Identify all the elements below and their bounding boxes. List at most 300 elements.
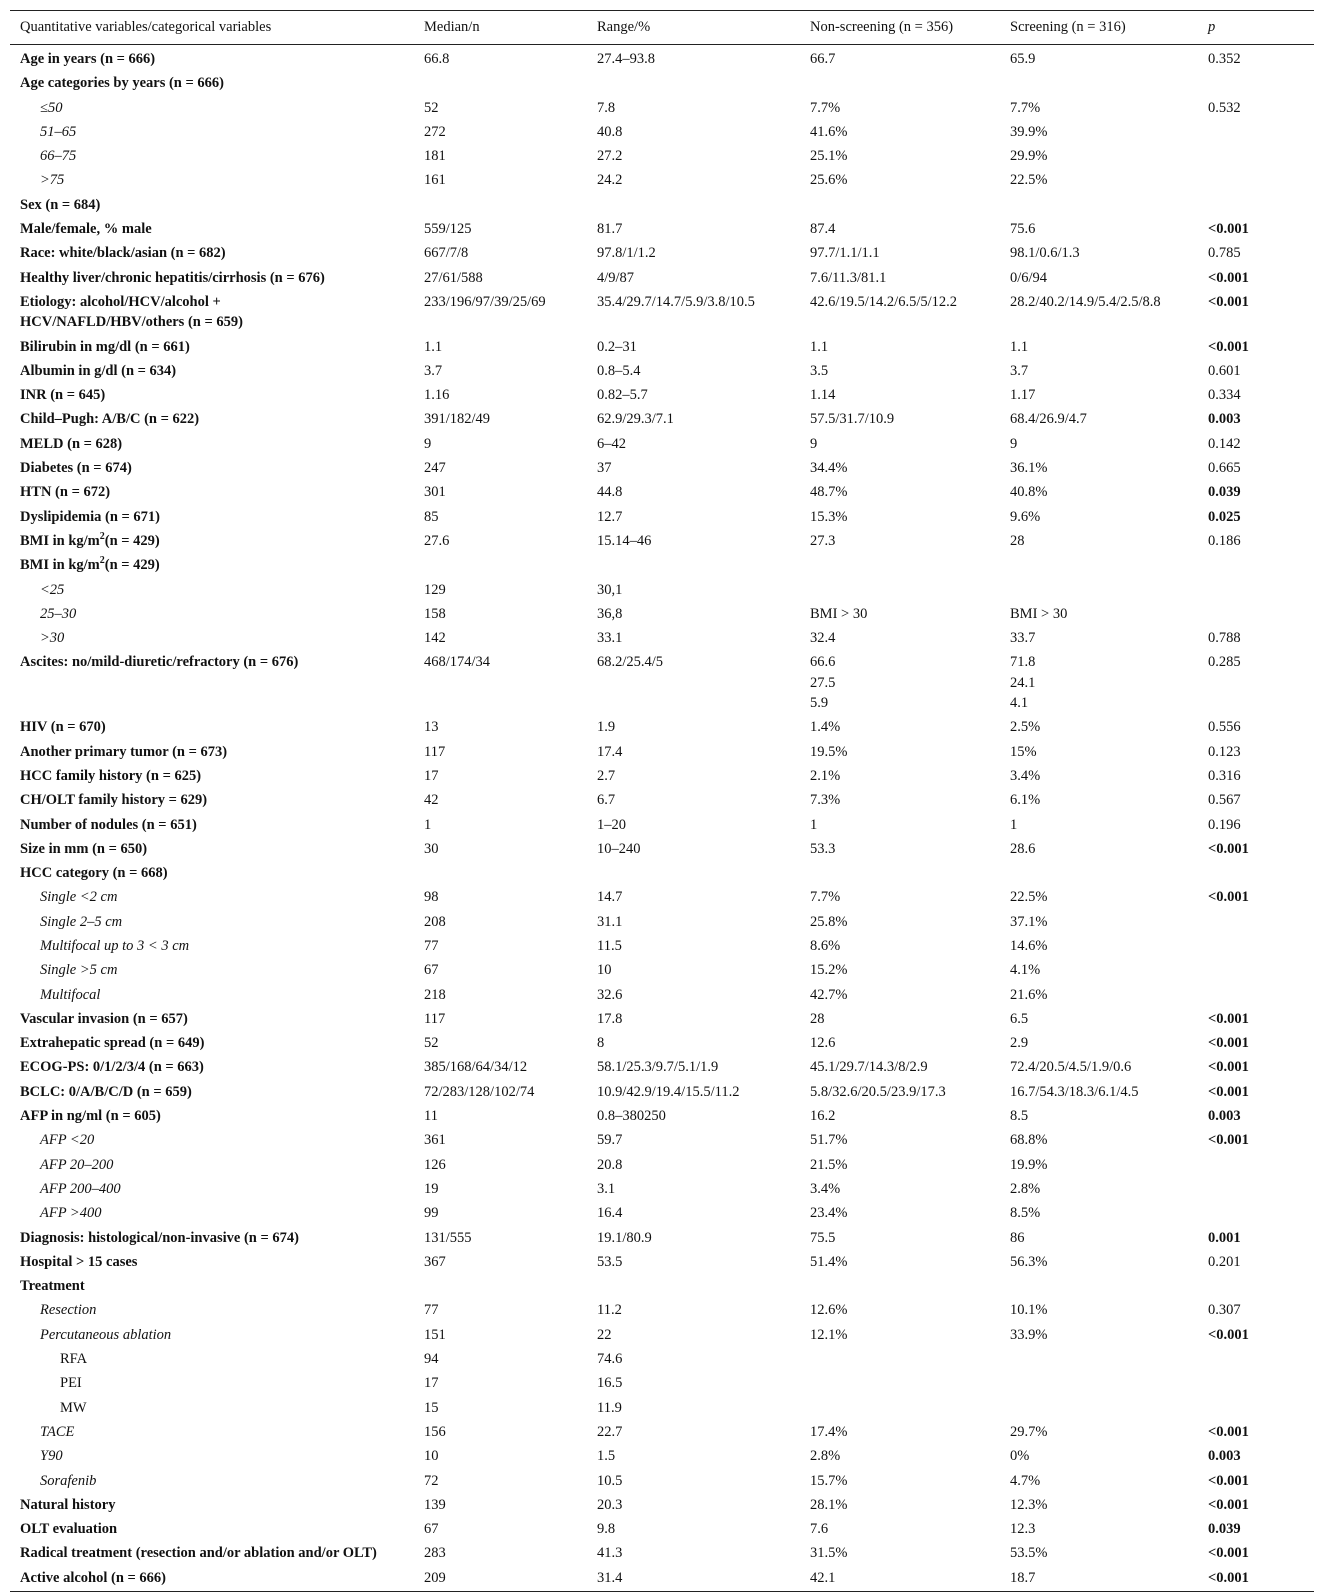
non-screening-cell: 34.4% bbox=[810, 460, 848, 477]
non-screening-cell: 41.6% bbox=[810, 123, 848, 140]
table-row bbox=[10, 1566, 1314, 1592]
non-screening-cell: 25.8% bbox=[810, 913, 848, 930]
screening-cell: 68.4/26.9/4.7 bbox=[1010, 411, 1087, 428]
screening-cell: 14.6% bbox=[1010, 937, 1048, 954]
median-cell: 15 bbox=[424, 1399, 439, 1416]
screening-cell: 7.7% bbox=[1010, 99, 1041, 116]
non-screening-cell: 12.6 bbox=[810, 1035, 836, 1052]
median-cell: 17 bbox=[424, 767, 439, 784]
header-row bbox=[10, 11, 1314, 45]
range-cell: 4/9/87 bbox=[597, 269, 635, 286]
table-row bbox=[10, 764, 1314, 788]
table-row bbox=[10, 432, 1314, 456]
screening-cell: 68.8% bbox=[1010, 1132, 1048, 1149]
non-screening-cell: 87.4 bbox=[810, 221, 836, 238]
range-cell: 1.5 bbox=[597, 1448, 616, 1465]
median-cell: 30 bbox=[424, 840, 439, 857]
median-cell: 9 bbox=[424, 435, 432, 452]
non-screening-cell: 25.6% bbox=[810, 172, 848, 189]
p-value-cell: <0.001 bbox=[1208, 1010, 1249, 1027]
median-cell: 67 bbox=[424, 962, 439, 979]
variable-label: 25–30 bbox=[40, 605, 77, 622]
non-screening-cell: 51.7% bbox=[810, 1132, 848, 1149]
screening-cell bbox=[1000, 1347, 1198, 1371]
range-cell: 27.2 bbox=[597, 148, 623, 165]
median-cell: 247 bbox=[424, 460, 446, 477]
range-cell: 68.2/25.4/5 bbox=[597, 654, 664, 671]
table-row bbox=[10, 505, 1314, 529]
screening-cell: 71.8 24.1 4.1 bbox=[1010, 654, 1036, 712]
range-cell: 27.4–93.8 bbox=[597, 51, 655, 67]
non-screening-cell: 28.1% bbox=[810, 1496, 848, 1513]
non-screening-cell: 42.6/19.5/14.2/6.5/5/12.2 bbox=[810, 293, 958, 310]
range-cell: 14.7 bbox=[597, 889, 623, 906]
variable-label: >30 bbox=[40, 630, 65, 647]
table-row bbox=[10, 885, 1314, 909]
table-row bbox=[10, 958, 1314, 982]
table-header bbox=[10, 11, 1314, 45]
range-cell: 11.5 bbox=[597, 937, 622, 954]
variable-label: Resection bbox=[40, 1302, 97, 1319]
non-screening-cell: 21.5% bbox=[810, 1156, 848, 1173]
variable-label: RFA bbox=[60, 1351, 88, 1368]
screening-cell: 3.4% bbox=[1010, 767, 1041, 784]
p-value-cell: 0.142 bbox=[1208, 435, 1241, 452]
table-row bbox=[10, 837, 1314, 861]
p-value-cell bbox=[1198, 958, 1314, 982]
range-cell: 40.8 bbox=[597, 123, 623, 140]
screening-cell: 9 bbox=[1010, 435, 1018, 452]
range-cell: 74.6 bbox=[597, 1351, 623, 1368]
p-value-cell: <0.001 bbox=[1208, 1083, 1249, 1100]
non-screening-cell: 31.5% bbox=[810, 1545, 848, 1562]
range-cell: 33.1 bbox=[597, 630, 623, 647]
variable-label: Another primary tumor (n = 673) bbox=[20, 743, 228, 760]
variable-label: ECOG-PS: 0/1/2/3/4 (n = 663) bbox=[20, 1059, 204, 1076]
range-cell: 1.9 bbox=[597, 719, 616, 736]
range-cell: 8 bbox=[597, 1035, 605, 1052]
screening-cell: 28.2/40.2/14.9/5.4/2.5/8.8 bbox=[1010, 293, 1161, 310]
table-row bbox=[10, 96, 1314, 120]
p-value-cell bbox=[1198, 1153, 1314, 1177]
p-value-cell bbox=[1198, 1396, 1314, 1420]
range-cell: 62.9/29.3/7.1 bbox=[597, 411, 674, 428]
non-screening-cell bbox=[800, 1396, 1000, 1420]
screening-cell: 0% bbox=[1010, 1448, 1030, 1465]
screening-cell bbox=[1000, 193, 1198, 217]
range-cell: 35.4/29.7/14.7/5.9/3.8/10.5 bbox=[597, 293, 755, 310]
table-row bbox=[10, 910, 1314, 934]
non-screening-cell: 7.6 bbox=[810, 1521, 829, 1538]
p-value-cell: 0.039 bbox=[1208, 1521, 1241, 1538]
table-row bbox=[10, 626, 1314, 650]
variable-label: MELD (n = 628) bbox=[20, 435, 123, 452]
p-value-cell bbox=[1198, 168, 1314, 192]
median-cell: 19 bbox=[424, 1180, 439, 1197]
data-table bbox=[10, 10, 1314, 1592]
median-cell: 131/555 bbox=[424, 1229, 472, 1246]
screening-cell bbox=[1000, 1371, 1198, 1395]
range-cell: 81.7 bbox=[597, 221, 623, 238]
non-screening-cell bbox=[800, 193, 1000, 217]
median-cell: 99 bbox=[424, 1205, 439, 1222]
non-screening-cell: 2.1% bbox=[810, 767, 841, 784]
p-value-cell bbox=[1198, 1371, 1314, 1395]
non-screening-cell: 12.6% bbox=[810, 1302, 848, 1319]
range-cell: 15.14–46 bbox=[597, 532, 652, 549]
variable-label: Size in mm (n = 650) bbox=[20, 840, 148, 857]
p-value-cell: 0.285 bbox=[1208, 654, 1241, 671]
variable-label: HTN (n = 672) bbox=[20, 484, 111, 501]
header-screening: Screening (n = 316) bbox=[1000, 11, 1198, 45]
non-screening-cell: 5.8/32.6/20.5/23.9/17.3 bbox=[810, 1083, 946, 1100]
variable-label: Sex (n = 684) bbox=[20, 196, 101, 213]
non-screening-cell: 12.1% bbox=[810, 1326, 848, 1343]
median-cell: 667/7/8 bbox=[424, 245, 469, 262]
non-screening-cell: 7.3% bbox=[810, 792, 841, 809]
median-cell: 272 bbox=[424, 123, 446, 140]
non-screening-cell: 25.1% bbox=[810, 148, 848, 165]
median-cell: 208 bbox=[424, 913, 446, 930]
screening-cell: 33.7 bbox=[1010, 630, 1036, 647]
variable-label: HCC family history (n = 625) bbox=[20, 767, 202, 784]
median-cell: 77 bbox=[424, 1302, 439, 1319]
range-cell: 41.3 bbox=[597, 1545, 623, 1562]
variable-label: BCLC: 0/A/B/C/D (n = 659) bbox=[20, 1083, 192, 1100]
p-value-cell: 0.567 bbox=[1208, 792, 1241, 809]
p-value-cell bbox=[1198, 1347, 1314, 1371]
median-cell: 301 bbox=[424, 484, 446, 501]
median-cell: 391/182/49 bbox=[424, 411, 491, 428]
table-row bbox=[10, 45, 1314, 72]
range-cell: 0.8–5.4 bbox=[597, 362, 641, 379]
non-screening-cell: 2.8% bbox=[810, 1448, 841, 1465]
non-screening-cell: 42.1 bbox=[800, 1566, 1000, 1592]
range-cell: 31.4 bbox=[587, 1566, 800, 1592]
table-row bbox=[10, 193, 1314, 217]
table-row bbox=[10, 1444, 1314, 1468]
p-value-cell: 0.001 bbox=[1208, 1229, 1241, 1246]
variable-label: Multifocal bbox=[40, 986, 101, 1003]
variable-label: Male/female, % male bbox=[20, 221, 152, 238]
screening-cell: 8.5 bbox=[1010, 1108, 1029, 1125]
median-cell: 42 bbox=[424, 792, 439, 809]
table-row bbox=[10, 335, 1314, 359]
non-screening-cell: 15.7% bbox=[810, 1472, 848, 1489]
table-row bbox=[10, 1153, 1314, 1177]
median-cell: 77 bbox=[424, 937, 439, 954]
screening-cell: 1.17 bbox=[1010, 387, 1036, 404]
table-row bbox=[10, 1055, 1314, 1079]
variable-label: 66–75 bbox=[40, 148, 77, 165]
variable-label: Single >5 cm bbox=[40, 962, 118, 979]
variable-label: Single <2 cm bbox=[40, 889, 118, 906]
median-cell: 67 bbox=[424, 1521, 439, 1538]
table-row bbox=[10, 650, 1314, 715]
superscript: 2 bbox=[99, 531, 105, 543]
table-row bbox=[10, 1541, 1314, 1565]
range-cell: 22.7 bbox=[597, 1423, 623, 1440]
screening-cell: 72.4/20.5/4.5/1.9/0.6 bbox=[1010, 1059, 1132, 1076]
variable-label: Extrahepatic spread (n = 649) bbox=[20, 1035, 205, 1052]
screening-cell: 33.9% bbox=[1010, 1326, 1048, 1343]
variable-label: Radical treatment (resection and/or ablation and/or OLT) bbox=[20, 1545, 377, 1562]
table-row bbox=[10, 740, 1314, 764]
table-row bbox=[10, 120, 1314, 144]
median-cell bbox=[414, 71, 587, 95]
table-row bbox=[10, 217, 1314, 241]
table-row bbox=[10, 1396, 1314, 1420]
screening-cell bbox=[1000, 578, 1198, 602]
non-screening-cell: 1.1 bbox=[810, 338, 829, 355]
p-value-cell: <0.001 bbox=[1208, 840, 1249, 857]
p-value-cell bbox=[1198, 553, 1314, 577]
range-cell bbox=[587, 71, 800, 95]
median-cell: 11 bbox=[424, 1108, 438, 1125]
table-body bbox=[10, 45, 1314, 1592]
screening-cell: 4.1% bbox=[1010, 962, 1041, 979]
median-cell: 161 bbox=[424, 172, 446, 189]
variable-label: Natural history bbox=[20, 1496, 116, 1513]
screening-cell: 9.6% bbox=[1010, 508, 1041, 525]
range-cell: 7.8 bbox=[597, 99, 616, 116]
median-cell: 27/61/588 bbox=[424, 269, 483, 286]
non-screening-cell: 75.5 bbox=[810, 1229, 836, 1246]
variable-label: 51–65 bbox=[40, 123, 77, 140]
table-row bbox=[10, 266, 1314, 290]
non-screening-cell: BMI > 30 bbox=[810, 605, 868, 622]
p-value-cell: 0.003 bbox=[1208, 1108, 1241, 1125]
table-row bbox=[10, 1323, 1314, 1347]
median-cell bbox=[414, 553, 587, 577]
range-cell: 0.8–380250 bbox=[597, 1108, 666, 1125]
screening-cell: 29.9% bbox=[1010, 148, 1048, 165]
median-cell: 52 bbox=[424, 1035, 439, 1052]
p-value-cell: 0.785 bbox=[1208, 245, 1241, 262]
p-value-cell: 0.003 bbox=[1208, 411, 1241, 428]
table-row bbox=[10, 983, 1314, 1007]
table-row bbox=[10, 144, 1314, 168]
variable-label: >75 bbox=[40, 172, 65, 189]
variable-label: BMI in $kg/m^2(n = 429)$ bbox=[20, 531, 160, 549]
variable-label: Hospital > 15 cases bbox=[20, 1253, 138, 1270]
range-cell: 16.4 bbox=[597, 1205, 623, 1222]
p-value-cell: <0.001 bbox=[1208, 1035, 1249, 1052]
p-value-cell: 0.556 bbox=[1208, 719, 1241, 736]
table-row bbox=[10, 241, 1314, 265]
table-row bbox=[10, 1469, 1314, 1493]
non-screening-cell: 1.14 bbox=[810, 387, 836, 404]
range-cell: 10–240 bbox=[597, 840, 641, 857]
p-value-cell: <0.001 bbox=[1208, 293, 1249, 310]
screening-cell bbox=[1000, 71, 1198, 95]
non-screening-cell: 66.6 27.5 5.9 bbox=[810, 654, 836, 712]
variable-label: HIV (n = 670) bbox=[20, 719, 106, 736]
p-value-cell bbox=[1198, 120, 1314, 144]
variable-label: AFP in ng/ml (n = 605) bbox=[20, 1108, 161, 1125]
table-row bbox=[10, 1128, 1314, 1152]
table-row bbox=[10, 813, 1314, 837]
median-cell: 139 bbox=[424, 1496, 446, 1513]
range-cell: 17.8 bbox=[597, 1010, 623, 1027]
p-value-cell: <0.001 bbox=[1208, 889, 1249, 906]
variable-label: Healthy liver/chronic hepatitis/cirrhosis (n = 676) bbox=[20, 269, 325, 286]
screening-cell: 2.5% bbox=[1010, 719, 1041, 736]
table-row bbox=[10, 1007, 1314, 1031]
non-screening-cell: 97.7/1.1/1.1 bbox=[810, 245, 880, 262]
range-cell: 1–20 bbox=[597, 816, 626, 833]
variable-label: Albumin in g/dl (n = 634) bbox=[20, 362, 177, 379]
table-row bbox=[10, 529, 1314, 553]
range-cell: 10.9/42.9/19.4/15.5/11.2 bbox=[597, 1083, 740, 1100]
variable-label: Race: white/black/asian (n = 682) bbox=[20, 245, 226, 262]
p-value-cell: 0.601 bbox=[1208, 362, 1241, 379]
table-row bbox=[10, 290, 1314, 335]
variable-label: Dyslipidemia (n = 671) bbox=[20, 508, 160, 525]
screening-cell: 19.9% bbox=[1010, 1156, 1048, 1173]
p-value-cell: <0.001 bbox=[1208, 269, 1249, 286]
variable-label: Multifocal up to 3 < 3 cm bbox=[40, 937, 190, 954]
table-row bbox=[10, 1517, 1314, 1541]
range-cell: 10 bbox=[597, 962, 612, 979]
p-value-cell: 0.532 bbox=[1208, 99, 1241, 116]
screening-cell: 86 bbox=[1010, 1229, 1025, 1246]
table-row bbox=[10, 934, 1314, 958]
variable-label: PEI bbox=[60, 1375, 82, 1392]
p-value-cell: 0.003 bbox=[1208, 1448, 1241, 1465]
p-value-cell: 0.025 bbox=[1208, 508, 1241, 525]
non-screening-cell: 17.4% bbox=[810, 1423, 848, 1440]
p-value-cell: <0.001 bbox=[1208, 338, 1249, 355]
variable-label: Age in years (n = 666) bbox=[20, 51, 156, 67]
median-cell: 367 bbox=[424, 1253, 446, 1270]
variable-label: Active alcohol (n = 666) bbox=[10, 1566, 414, 1592]
range-cell: 31.1 bbox=[597, 913, 623, 930]
screening-cell: 75.6 bbox=[1010, 221, 1036, 238]
p-value-cell bbox=[1198, 934, 1314, 958]
table-row bbox=[10, 1177, 1314, 1201]
table-row bbox=[10, 861, 1314, 885]
screening-cell: 28.6 bbox=[1010, 840, 1036, 857]
table-row bbox=[10, 1420, 1314, 1444]
range-cell: 17.4 bbox=[597, 743, 623, 760]
p-value-cell bbox=[1198, 578, 1314, 602]
range-cell: 16.5 bbox=[597, 1375, 623, 1392]
header-p-value: p bbox=[1198, 11, 1314, 45]
median-cell bbox=[414, 1274, 587, 1298]
p-value-cell: 0.201 bbox=[1208, 1253, 1241, 1270]
p-value-cell: <0.001 bbox=[1208, 1423, 1249, 1440]
p-value-cell: <0.001 bbox=[1208, 1545, 1249, 1562]
median-cell: 1 bbox=[424, 816, 432, 833]
non-screening-cell: 15.3% bbox=[810, 508, 848, 525]
median-cell: 85 bbox=[424, 508, 439, 525]
non-screening-cell: 42.7% bbox=[810, 986, 848, 1003]
p-value-cell: 0.307 bbox=[1208, 1302, 1241, 1319]
screening-cell: 8.5% bbox=[1010, 1205, 1041, 1222]
variable-label: OLT evaluation bbox=[20, 1521, 118, 1538]
variable-label: CH/OLT family history = 629) bbox=[20, 792, 208, 809]
table-row bbox=[10, 715, 1314, 739]
range-cell: 36,8 bbox=[597, 605, 623, 622]
screening-cell: 18.7 bbox=[1000, 1566, 1198, 1592]
range-cell: 9.8 bbox=[597, 1521, 616, 1538]
median-cell: 233/196/97/39/25/69 bbox=[424, 293, 546, 310]
table-row bbox=[10, 383, 1314, 407]
variable-label: Percutaneous ablation bbox=[40, 1326, 172, 1343]
non-screening-cell: 66.7 bbox=[810, 51, 836, 67]
table-row bbox=[10, 359, 1314, 383]
screening-cell: 6.1% bbox=[1010, 792, 1041, 809]
median-cell: 94 bbox=[424, 1351, 439, 1368]
non-screening-cell bbox=[800, 553, 1000, 577]
non-screening-cell: 8.6% bbox=[810, 937, 841, 954]
median-cell: 13 bbox=[424, 719, 439, 736]
header-range: Range/% bbox=[587, 11, 800, 45]
range-cell: 32.6 bbox=[597, 986, 623, 1003]
variable-label: HCC category (n = 668) bbox=[20, 865, 168, 882]
p-value-cell bbox=[1198, 1274, 1314, 1298]
range-cell bbox=[587, 1274, 800, 1298]
variable-label: Diagnosis: histological/non-invasive (n = 674) bbox=[20, 1229, 299, 1246]
variable-label: <25 bbox=[40, 581, 65, 598]
median-cell: 129 bbox=[424, 581, 446, 598]
variable-label: Bilirubin in mg/dl (n = 661) bbox=[20, 338, 190, 355]
screening-cell: 98.1/0.6/1.3 bbox=[1010, 245, 1080, 262]
median-cell: 158 bbox=[424, 605, 446, 622]
range-cell: 58.1/25.3/9.7/5.1/1.9 bbox=[597, 1059, 719, 1076]
range-cell: 22 bbox=[597, 1326, 612, 1343]
median-cell: 27.6 bbox=[424, 532, 450, 549]
p-value-cell: <0.001 bbox=[1208, 1472, 1249, 1489]
screening-cell: BMI > 30 bbox=[1010, 605, 1068, 622]
screening-cell: 2.9 bbox=[1010, 1035, 1029, 1052]
table-row bbox=[10, 578, 1314, 602]
range-cell: 10.5 bbox=[597, 1472, 623, 1489]
median-cell: 52 bbox=[424, 99, 439, 116]
table-row bbox=[10, 553, 1314, 577]
screening-cell: 22.5% bbox=[1010, 889, 1048, 906]
range-cell: 3.1 bbox=[597, 1180, 616, 1197]
table-row bbox=[10, 1201, 1314, 1225]
range-cell: 19.1/80.9 bbox=[597, 1229, 652, 1246]
screening-cell: 6.5 bbox=[1010, 1010, 1029, 1027]
range-cell: 97.8/1/1.2 bbox=[597, 245, 656, 262]
non-screening-cell: 48.7% bbox=[810, 484, 848, 501]
screening-cell: 0/6/94 bbox=[1010, 269, 1048, 286]
table-row bbox=[10, 1226, 1314, 1250]
variable-label: Vascular invasion (n = 657) bbox=[20, 1010, 188, 1027]
range-cell: 6.7 bbox=[597, 792, 616, 809]
screening-cell bbox=[1000, 861, 1198, 885]
p-value-cell bbox=[1198, 861, 1314, 885]
variable-label: ≤50 bbox=[40, 99, 63, 116]
non-screening-cell: 7.7% bbox=[810, 889, 841, 906]
median-cell: 17 bbox=[424, 1375, 439, 1392]
screening-cell: 22.5% bbox=[1010, 172, 1048, 189]
range-cell: 20.8 bbox=[597, 1156, 623, 1173]
header-non-screening: Non-screening (n = 356) bbox=[800, 11, 1000, 45]
range-cell: 44.8 bbox=[597, 484, 623, 501]
median-cell: 142 bbox=[424, 630, 446, 647]
variable-label: MW bbox=[60, 1399, 87, 1416]
non-screening-cell: 23.4% bbox=[810, 1205, 848, 1222]
screening-cell: 53.5% bbox=[1010, 1545, 1048, 1562]
median-cell: 126 bbox=[424, 1156, 446, 1173]
screening-cell: 12.3 bbox=[1010, 1521, 1036, 1538]
non-screening-cell: 28 bbox=[810, 1010, 825, 1027]
non-screening-cell: 45.1/29.7/14.3/8/2.9 bbox=[810, 1059, 928, 1076]
